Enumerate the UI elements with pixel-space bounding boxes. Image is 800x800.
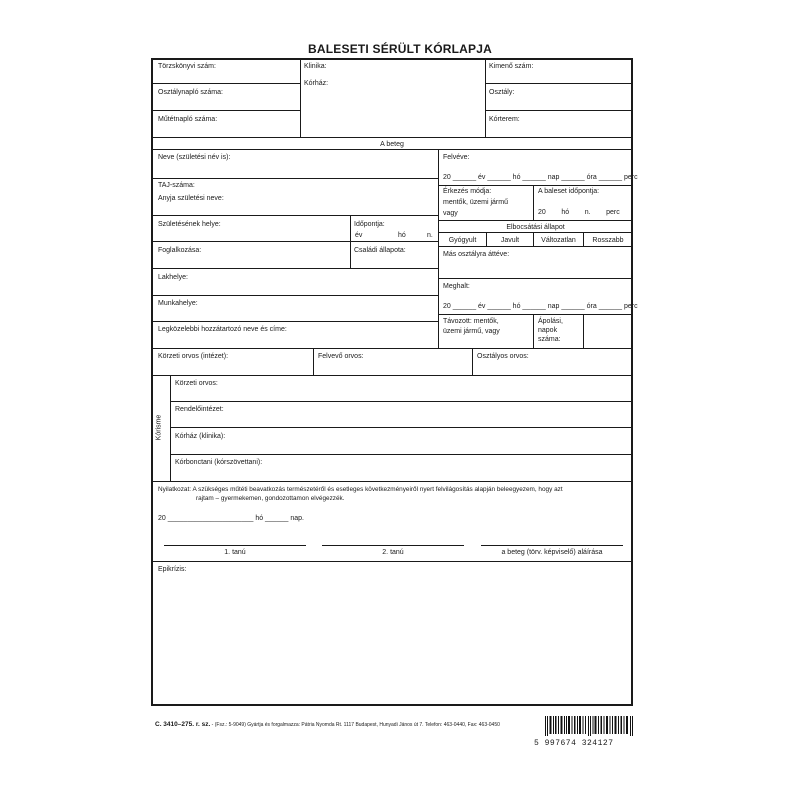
legkozelebbi-label: Legközelebbi hozzátartozó neve és címe:: [158, 326, 287, 333]
allapot-valtozatlan: Változatlan: [541, 237, 576, 244]
ho-label: hó: [398, 232, 406, 239]
divider: [439, 220, 632, 221]
divider: [313, 348, 314, 375]
tavozott-label-2: üzemi jármű, vagy: [443, 328, 500, 335]
form-title: BALESETI SÉRÜLT KÓRLAPJA: [308, 42, 492, 56]
tavozott-label: Távozott: mentők,: [443, 318, 499, 325]
divider: [152, 295, 438, 296]
kimeno-label: Kimenő szám:: [489, 63, 534, 70]
mutetnaplo-label: Műtétnapló száma:: [158, 116, 218, 123]
divider: [439, 246, 632, 247]
baleset-idopontja-label: A baleset időpontja:: [538, 188, 600, 195]
patient-section-title: A beteg: [380, 141, 404, 148]
meghalt-label: Meghalt:: [443, 283, 470, 290]
divider: [583, 314, 584, 348]
divider: [300, 58, 301, 137]
statement-line-2: rajtam – gyermekemen, gondozottamon elvégezzék.: [196, 495, 345, 502]
korzeti-orvos-intezet-label: Körzeti orvos (intézet):: [158, 353, 229, 360]
divider: [152, 268, 438, 269]
divider: [152, 561, 632, 562]
print-footer: [155, 721, 500, 729]
neve-label: Neve (születési név is):: [158, 154, 231, 161]
signature-line: [322, 545, 464, 546]
divider: [152, 321, 438, 322]
korhaz-label: Kórház:: [304, 80, 329, 87]
idopontja-label: Időpontja:: [354, 221, 385, 228]
apolasi-label: Ápolási,: [538, 318, 563, 325]
osztalynaplo-label: Osztálynapló száma:: [158, 89, 223, 96]
signature-line: [481, 545, 623, 546]
korisme-korhaz-label: Kórház (klinika):: [175, 433, 226, 440]
mas-osztaly-label: Más osztályra áttéve:: [443, 251, 510, 258]
divider: [152, 375, 632, 376]
divider: [152, 241, 438, 242]
baleset-date-line: 20 hó n. perc: [538, 209, 620, 216]
felveve-label: Felvéve:: [443, 154, 470, 161]
divider: [170, 427, 632, 428]
osztaly-label: Osztály:: [489, 89, 515, 96]
korterem-label: Kórterem:: [489, 116, 520, 123]
meghalt-date-line: 20 ______ év ______ hó ______ nap ______ óra ______ perc: [443, 303, 638, 310]
divider: [152, 178, 438, 179]
statement-date: 20 ______________________ hó ______ nap.: [158, 515, 304, 522]
divider: [439, 185, 632, 186]
divider: [533, 314, 534, 348]
divider: [152, 110, 300, 111]
korisme-rendelo-label: Rendelőintézet:: [175, 406, 224, 413]
epikrizis-label: Epikrízis:: [158, 566, 187, 573]
apolasi-label-2: napok: [538, 327, 558, 334]
munkahelye-label: Munkahelye:: [158, 300, 198, 307]
divider: [533, 185, 534, 220]
apolasi-label-3: száma:: [538, 336, 561, 343]
witness-2-label: 2. tanú: [382, 549, 404, 556]
erkezes-label-3: vagy: [443, 210, 458, 217]
divider: [152, 83, 300, 84]
divider: [485, 83, 632, 84]
divider: [152, 149, 632, 150]
barcode-icon: [545, 716, 635, 736]
frame-right: [631, 58, 633, 706]
patient-signature-label: a beteg (törv. képviselő) aláírása: [501, 549, 603, 556]
divider: [170, 454, 632, 455]
frame-left: [151, 58, 153, 706]
divider: [485, 58, 486, 137]
statement-line-1: Nyilatkozat: A szükséges műtéti beavatkozás természetéről és esetleges következményeiről nyert felvilágosítás alapján beleegyezem, hogy azt: [158, 486, 563, 493]
frame-bottom: [151, 704, 633, 706]
anyja-label: Anyja születési neve:: [158, 195, 224, 202]
lakhelye-label: Lakhelye:: [158, 274, 188, 281]
divider: [472, 348, 473, 375]
felveve-date-line: 20 ______ év ______ hó ______ nap ______ óra ______ perc: [443, 174, 638, 181]
signature-line: [164, 545, 306, 546]
klinika-label: Klinika:: [304, 63, 327, 70]
foglalkozasa-label: Foglalkozása:: [158, 247, 202, 254]
frame-top: [151, 58, 633, 60]
divider: [485, 110, 632, 111]
divider: [439, 232, 632, 233]
divider: [152, 348, 632, 349]
allapot-javult: Javult: [500, 237, 520, 244]
barcode-number: 5 997674 324127: [534, 739, 614, 748]
erkezes-label: Érkezés módja:: [443, 188, 492, 195]
csaladi-label: Családi állapota:: [354, 247, 406, 254]
osztalyos-orvos-label: Osztályos orvos:: [477, 353, 529, 360]
divider: [170, 401, 632, 402]
divider: [152, 215, 438, 216]
divider: [152, 481, 632, 482]
korisme-label: Kórisme: [155, 414, 163, 441]
allapot-gyogyult: Gyógyult: [448, 237, 477, 244]
divider: [170, 375, 171, 481]
divider: [350, 215, 351, 268]
szul-helye-label: Születésének helye:: [158, 221, 221, 228]
witness-1-label: 1. tanú: [224, 549, 246, 556]
taj-label: TAJ-száma:: [158, 182, 195, 189]
erkezes-label-2: mentők, üzemi jármű: [443, 199, 508, 206]
torzskonyvi-label: Törzskönyvi szám:: [158, 63, 216, 70]
ev-label: év: [355, 232, 363, 239]
korisme-korbonctani-label: Kórbonctani (kórszövettani):: [175, 459, 263, 466]
divider: [152, 137, 632, 138]
elbocsatasi-label: Elbocsátási állapot: [506, 224, 565, 231]
felvevo-orvos-label: Felvevő orvos:: [318, 353, 364, 360]
divider: [439, 314, 632, 315]
korisme-korzeti-label: Körzeti orvos:: [175, 380, 218, 387]
form-code: C. 3410–275. r. sz.: [155, 721, 211, 728]
footer-text: - (Fsz.: 5-9049) Gyártja és forgalmazza: Pátria Nyomda Rt. 1117 Budapest, Hunyadi János út 7. Telefon: 463-0440, Fax: 463-0450: [210, 722, 500, 728]
divider: [439, 278, 632, 279]
allapot-rosszabb: Rosszabb: [592, 237, 624, 244]
n-label: n.: [427, 232, 433, 239]
divider: [438, 149, 439, 348]
